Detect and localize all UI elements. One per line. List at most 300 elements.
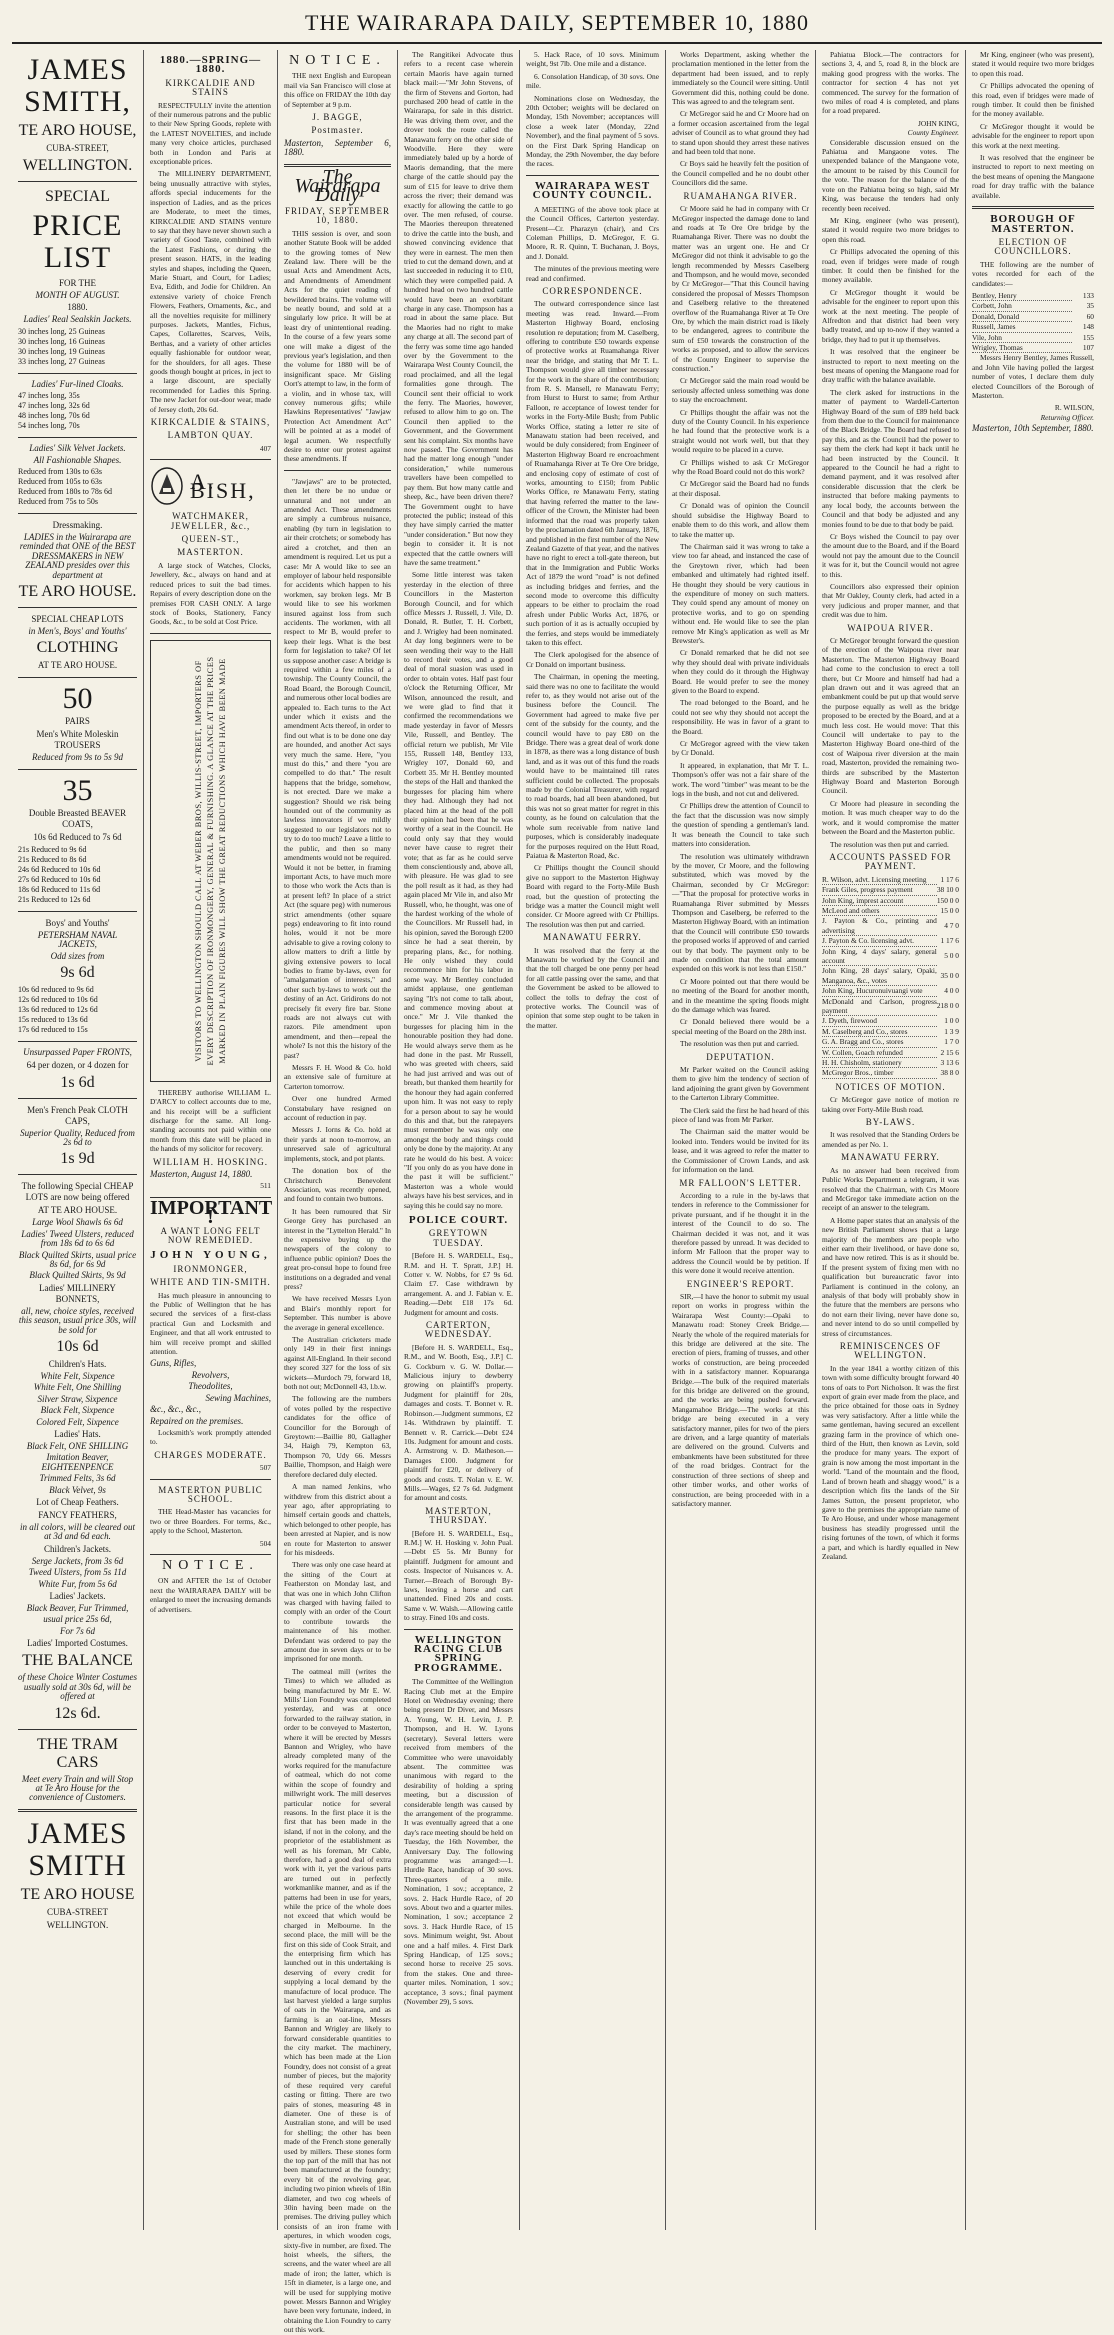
paragraph: A MEETING of the above took place at the Council Offices, Carterton yesterday. Present—Cr. Pharazyn (chair), and Crs Coleman Phillips, D. McGregor, F. G. Moore, R. R. Quinn, T. Buchanan, J. Boys, and J. Donald. — [526, 204, 659, 261]
paragraph: The resolution was then put and carried. — [830, 839, 949, 849]
lambton: LAMBTON QUAY. — [167, 430, 254, 441]
paragraph: 5. Hack Race, of 10 sovs. Minimum weight, 9st 7lb. One mile and a distance. — [526, 50, 659, 69]
price-row: Reduced from 75s to 50s — [18, 497, 98, 507]
ad-number: 507 — [259, 1463, 271, 1473]
price-row: 24s 6d Reduced to 10s 6d — [18, 864, 101, 874]
returning-officer-date: Masterton, 10th September, 1880. — [972, 423, 1094, 434]
price-row: 21s Reduced to 8s 6d — [18, 854, 87, 864]
paragraph: Cr Phillips advocated the opening of this road, even if bridges were made of rough timber. It could then be finished for the money available. — [822, 247, 959, 285]
hosking-sig: WILLIAM H. HOSKING. — [153, 1156, 268, 1167]
jacket-row: usual price 25s 6d, — [43, 1614, 112, 1625]
paragraph: Cr McGregor brought forward the question of the erection of the Waipoua river near Masterton. The Masterton Highway Board had come to the conclusion to erect a toll there, but Cr Moore and himself had had a plan drawn out and it was agreed that an embankment could be put up that would serve the purpose equally as well as the bridge proposed to be erected by the Board, and at a much less cost. He would move: That this Council will undertake to pay to the Masterton Highway Board one-third of the cost of Waipoua river diversion at the main road, Masterton, provided the remaining two-thirds are subscribed by the Masterton Highway Board and Masterton Borough Council. — [822, 635, 959, 796]
young-list-item: &c., &c., &c., — [150, 1404, 201, 1415]
ad-number: 511 — [260, 1181, 271, 1191]
account-name: John King, Hucuronuivuangi vote — [822, 986, 937, 996]
paragraph: Cr Moore pointed out that there would be no meeting of the Board for another month, and in the meantime the spring floods might do the damage which was feared. — [672, 976, 809, 1014]
mail-notice-date: Masterton, September 6, 1880. — [284, 137, 391, 158]
hat-row: Imitation Beaver, EIGHTEENPENCE — [41, 1452, 114, 1472]
account-amount: 1 7 0 — [944, 1037, 959, 1047]
paragraph: 6. Consolation Handicap, of 30 sovs. One mile. — [526, 71, 659, 91]
masthead: THE WAIRARAPA DAILY, SEPTEMBER 10, 1880 — [12, 10, 1102, 44]
dress-note: LADIES in the Wairarapa are reminded that ONE of the BEST DRESSMAKERS in NEW ZEALAND presides over this department at — [19, 532, 136, 580]
jackets-title: Ladies' Real Sealskin Jackets. — [23, 314, 132, 325]
paragraph: There was only one case heard at the sitting of the Court at Featherston on Monday last, and that was one in which John Clifton was charged with having failed to comply with an order of the Court to contribute towards the maintenance of his mother. Defendant was ordered to pay the amount due in seven days or to be imprisoned for one month. — [284, 1560, 391, 1664]
account-row — [822, 1047, 959, 1057]
candidate-name: Russell, James — [972, 322, 1072, 332]
paragraph: Cr Phillips wished to ask Cr McGregor why the Road Board could not do this work? — [672, 457, 809, 477]
fronts-big: 1s 6d — [60, 1073, 95, 1091]
notice-heading: NOTICE. — [162, 1557, 259, 1573]
divider — [150, 1479, 271, 1480]
price-row: 21s Reduced to 12s 6d — [18, 894, 91, 904]
young-list-item: Revolvers, — [191, 1369, 230, 1380]
young-trade-2: WHITE AND TIN-SMITH. — [150, 1277, 271, 1288]
price-row: 33 inches long, 27 Guineas — [18, 356, 105, 366]
paragraph: The Clerk said the first he had heard of this piece of land was from Mr Parker. — [672, 1105, 809, 1125]
bish-text: A large stock of Watches, Clocks, Jewellery, &c., always on hand and at reduced prices to suit the bad times. Repairs of every description done on the premises FOR CASH ONLY. A large stock of Books, Stationery, Fancy Goods, &c., to be sold at Cost Price. — [150, 560, 271, 627]
paragraph: Mr King, engineer (who was present), stated it would require two more bridges to open this road. — [972, 50, 1094, 78]
paragraph: Considerable discussion ensued on the Pahiatua and Mangaone votes. The unexpended balance of the Mangaone vote, the amount to be raised by this Council for the vote. The reason for the balance of the vote on the Pahiatua being so high, said Mr King, was because the tenders had only recently been received. — [822, 137, 959, 213]
young-repaired: Repaired on the premises. — [150, 1415, 244, 1426]
paragraph: It was resolved that the Standing Orders be amended as per No. 1. — [822, 1130, 959, 1149]
divider — [18, 1041, 137, 1042]
divider — [18, 607, 137, 608]
account-amount: 218 0 0 — [936, 1001, 959, 1011]
divider — [18, 513, 137, 514]
bonnets-sub: all, new, choice styles, received this season, usual price 30s, will be sold for — [18, 1305, 137, 1335]
hat-row: Silver Straw, Sixpence — [37, 1393, 118, 1404]
accounts-table — [822, 875, 959, 1079]
fancy-title: FANCY FEATHERS, — [38, 1510, 117, 1521]
weber-bros-text: VISITORS TO WELLINGTON SHOULD CALL AT WEBER BROS, WILLIS-STREET, IMPORTERS OF EVERY DESCRIPTION OF IRONMONGERY, GENERAL & FURNISHING. A GLANCE AT THE PRICES MARKED IN PLAIN FIGURES WILL SHOW THE GREAT REDUCTIONS WHICH HAVE BEEN MADE — [193, 656, 227, 1066]
account-name: John King, 28 days' salary, Opaki, Manganoa, &c., votes — [822, 966, 937, 985]
election-heading: ELECTION OF COUNCILLORS. — [994, 236, 1072, 257]
candidate-votes: 107 — [1082, 342, 1094, 352]
house-name-2: TE ARO HOUSE — [20, 1885, 135, 1903]
account-row — [822, 1037, 959, 1047]
mole-reduced: Reduced from 9s to 5s 9d — [32, 752, 123, 763]
vote-row — [972, 301, 1094, 311]
masterton-heading: MASTERTON, THURSDAY. — [425, 1505, 492, 1526]
divider — [18, 373, 137, 374]
fronts-price: 64 per dozen, or 4 dozen for — [26, 1059, 129, 1070]
paragraph: The road belonged to the Board, and he could not see why they should not accept the responsibility. He was in favor of a grant to the Board. — [672, 698, 809, 736]
deputation-heading: DEPUTATION. — [706, 1051, 775, 1062]
paragraph: [Before H. S. WARDELL, Esq., R.M. and H. T. Spratt, J.P.] H. Cotter v. W. Nobbs, for £7 9s 6d. Claim £7. Case withdrawn by arrangement. A. and J. Fabian v. E. Reading.—Debt £18 17s 6d. Judgment for amount and costs. — [404, 1251, 513, 1317]
price-row: 13s 6d reduced to 12s 6d — [18, 1005, 98, 1015]
ruamahanga-heading: RUAMAHANGA RIVER. — [683, 190, 798, 201]
account-row — [822, 885, 959, 895]
clothing: CLOTHING — [36, 639, 119, 657]
divider — [18, 437, 137, 438]
paragraph: Cr McGregor gave notice of motion re taking over Forty-Mile Bush road. — [822, 1095, 959, 1114]
mail-notice-text: THE next English and European mail via San Francisco will close at this office on FRIDAY the 10th day of September at 9 p.m. — [284, 71, 391, 109]
at-te-aro-2: AT TE ARO HOUSE. — [37, 1205, 118, 1216]
divider — [18, 1174, 137, 1175]
candidate-name: Donald, Donald — [972, 311, 1072, 321]
hosking-text: THEREBY authorise WILLIAM L. D'ARCY to collect accounts due to me, and his receipt will be a sufficient discharge for the same. All long-standing accounts not paid within one month from this date will be placed in the hands of my solicitor for recovery. — [150, 1087, 271, 1154]
cap-sub: Superior Quality, Reduced from 2s 6d to — [20, 1127, 135, 1147]
paragraph: The Clerk apologised for the absence of Cr Donald on important business. — [526, 650, 659, 669]
account-row — [822, 1068, 959, 1078]
account-name: Frank Giles, progress payment — [822, 885, 937, 895]
paragraph: Pahiatua Block.—The contractors for sections 3, 4, and 5, road 8, in the block are making good progress with the works. The contractor for section 4 has not yet commenced. The survey for the formation of two miles of road 4 is completed, and plans for a road prepared. — [822, 50, 959, 116]
accounts-heading: ACCOUNTS PASSED FOR PAYMENT. — [829, 851, 952, 872]
ladies-jackets: Ladies' Jackets. — [49, 1591, 106, 1602]
price-row: 47 inches long, 35s — [18, 391, 80, 401]
paragraph: Cr Moore had pleasure in seconding the motion. It was much cheaper way to do the work, and it would compromise the matter between the Board and the Masterton public. — [822, 798, 959, 837]
price-row: 27s 6d Reduced to 10s 6d — [18, 874, 101, 884]
velvet-title: Ladies' Silk Velvet Jackets. — [29, 443, 126, 454]
paragraph: Cr McGregor said the Board had no funds at their disposal. — [672, 479, 809, 498]
hat-row: White Felt, One Shilling — [33, 1382, 122, 1393]
fronts-title: Unsurpassed Paper FRONTS, — [23, 1047, 132, 1058]
candidate-name: Wrigley, Thomas — [972, 342, 1072, 352]
account-amount: 15 0 0 — [940, 905, 959, 915]
account-name: R. Wilson, advt. Licensing meeting — [822, 875, 937, 885]
account-name: John King, 4 days' salary, general account — [822, 946, 937, 965]
vote-row — [972, 291, 1094, 301]
paragraph: Cr Boys wished the Council to pay over the amount due to the Board, and if the Board would not pay the amount due to the Council it was for it, but the Council would not agree to this. — [822, 531, 959, 579]
county-council-heading: WAIRARAPA WEST COUNTY COUNCIL. — [532, 179, 653, 202]
children-jackets: Children's Jackets. — [43, 1543, 112, 1554]
paragraph: The oatmeal mill (writes the Times) to which we alluded as being manufactured by Mr E. W. Mills' Lion Foundry was completed yesterday, and was at once forwarded to the railway station, in order to be conveyed to Masterton, where it will be erected by Messrs Bannon and Wrigley, who have already completed many of the works required for the manufacture of oatmeal, which do not come within the scope of foundry and millwright work. The mill deserves particular notice for several reasons. In the first place it is the first that has been made in the island, if not in the colony, and the proprietor of the establishment as well as his foreman, Mr Cable, therefore, had a good deal of extra work with it, yet the various parts are turned out in perfectly workmanlike manner, and as if the patterns had been in use for years, while the price of the whole does not exceed that which would be charged in Melbourne. In the second place, the mill will be the first on this side of Cook Strait, and the enterprising firm which has launched out in this undertaking is deserving of every credit for supplying a local demand by the manufacture of local produce. The last harvest yielded a large surplus of oats in the Wairarapa, and as farming is an oat-line, Messrs Bannon and Wrigley are likely to forward considerable quantities to the city market. The machinery, which has been made at the Lion Foundry, does not consist of a great number of pieces, but the majority of these required very careful casting or fitting. There are two pairs of stones, measuring 48 in diameter. One of these is of Australian stone, and will be used for shelling; the other has been made of the French stone generally used by millers. These stones form the top part of the mill that has not been manufactured at the foundry; every bit of the revolving gear, including two pinion wheels of 18in diameter, and two cog wheels of 30in having been made on the premises. The driving pulley which consists of an iron frame with apertures, in which wooden cogs, sixty-five in number, are fixed. The hoist wheels, the sifters, the screens, and the water wheel are all made of iron; the latter, which is 15ft in diameter, is a large one, and will be used for supplying motive power. Messrs Bannon and Wrigley have been very fortunate, indeed, in obtaining the Lion Foundry to carry out this work. — [284, 1666, 391, 2335]
paragraph: Cr Boys said he heavily felt the position of the Council compelled and he no doubt other Councillors did the same. — [672, 159, 809, 188]
column-7-council — [816, 50, 966, 2230]
house-name: TE ARO HOUSE, — [18, 122, 137, 139]
column-6-council — [666, 50, 816, 2230]
price-row: 18s 6d Reduced to 11s 6d — [18, 884, 101, 894]
account-row — [822, 875, 959, 885]
school-title: MASTERTON PUBLIC SCHOOL. — [158, 1484, 263, 1504]
price-row: 21s Reduced to 9s 6d — [18, 844, 87, 854]
charges: CHARGES MODERATE. — [154, 1449, 267, 1460]
masterton: MASTERTON. — [177, 547, 244, 558]
account-name: J. Dyeth, firewood — [822, 1016, 937, 1026]
kirk-text: RESPECTFULLY invite the attention of their numerous patrons and the public to their New Spring Goods, replete with the LATEST NOVELTIES, and include many very choice articles, purchased both in London and Paris at exceptionable prices. — [150, 100, 271, 167]
account-amount: 1 3 9 — [944, 1026, 959, 1036]
account-row — [822, 986, 959, 996]
price-row: 47 inches long, 32s 6d — [18, 401, 90, 411]
paragraph: The Chairman, in opening the meeting, said there was no one to facilitate the would refer to, as they would not arise out of the business before the Council. The Government had agreed to make five per cent of the subsidy for the county, and the council would have to pay £80 on the Bridge. There was a great deal of work done in 1878, as there was a long distance of bush land, and as it was out of this fund the roads would have to be maintained till rates sufficient could be collected. The proposals made by the Colonial Treasurer, with regard to road boards, had all been abandoned, but this was not so great matter for regret in this county, as he found on calculation that the whole sum receivable from native land purposes, which is considerably inadequate for the purposes required on the Hutt Road, Paiatua & Masterton Road, &c. — [526, 672, 659, 860]
account-name: McLeod and others — [822, 905, 937, 915]
mail-notice-heading: NOTICE. — [289, 53, 386, 68]
paragraph: Over one hundred Armed Constabulary have resigned on account of reduction in pay. — [284, 1094, 391, 1123]
paragraph: Mr Parker waited on the Council asking them to give him the tendency of section of land adjoining the grant given by Government to the Carterton Library Committee. — [672, 1065, 809, 1103]
account-row — [822, 946, 959, 966]
hat-row: Trimmed Felts, 3s 6d — [39, 1473, 116, 1484]
account-amount: 1 0 0 — [944, 1016, 959, 1026]
account-amount: 1 17 6 — [940, 936, 959, 946]
paragraph: It has been rumoured that Sir George Grey has purchased an interest in the "Lyttelton Herald." In the expensive buying up the newspapers of the colony to influence public opinion? Does the great pro-consul hope to found free institutions on a degraded and venal press? — [284, 1206, 391, 1291]
paragraph: Nominations close on Wednesday, the 20th October; weights will be declared on Monday, 15th November; acceptances will close a week later (Monday, 22nd November), and the final payment of 5 sovs. on the First Dark Spring Handicap on Monday, the 29th November, the day before the races. — [526, 93, 659, 169]
account-name: J. Payton & Co. licensing advt. — [822, 936, 937, 946]
account-row — [822, 916, 959, 936]
mole-title: Men's White Moleskin TROUSERS — [36, 729, 119, 751]
paragraph: Cr McGregor thought it would be advisable for the engineer to report upon this work at the next meeting. The people of Alfredton and that district had been very badly treated, and up to-now if they wanted a bridge, they had to put it up themselves. — [822, 287, 959, 344]
election-intro: THE following are the number of votes recorded for each of the candidates:— — [972, 259, 1094, 288]
cap-big: 1s 9d — [60, 1150, 95, 1168]
column-3-editorial — [278, 50, 398, 2335]
price-50: 50 — [62, 682, 93, 716]
firm-name: JAMES SMITH, — [24, 53, 131, 118]
jacket-row: Serge Jackets, from 3s 6d — [31, 1555, 124, 1566]
beaver-from: 10s 6d Reduced to 7s 6d — [33, 831, 122, 842]
bonnets-big: 10s 6d — [56, 1337, 99, 1355]
ladies-hats-title: Ladies' Hats. — [54, 1429, 101, 1439]
engineer-sig: JOHN KING, — [917, 118, 959, 128]
price-row: 10s 6d reduced to 9s 6d — [18, 985, 94, 995]
account-name: H. H. Chisholm, stationery — [822, 1058, 937, 1068]
town: WELLINGTON. — [22, 157, 133, 174]
divider — [18, 181, 137, 182]
engineer-title: County Engineer. — [907, 128, 959, 138]
account-amount: 2 15 6 — [940, 1047, 959, 1057]
young-text: Has much pleasure in announcing to the Public of Wellington that he has secured the services of a first-class practical Gun and Locksmith and Engineer, and that all work entrusted to him will receive prompt and skilled attention. — [150, 1290, 271, 1357]
paragraph: Cr Donald was of opinion the Council should subsidise the Highway Board to enable them to do this work, and allow them to take the matter up. — [672, 501, 809, 539]
jacket-row: White Fur, from 5s 6d — [38, 1578, 117, 1589]
paragraph: Cr Phillips drew the attention of Council to the fact that the discussion was now simply the question of spending a gentleman's land. It was beneath the Council to take such matters into consideration. — [672, 801, 809, 849]
paragraph: [Before H. S. WARDELL, Esq., R.M., and W. Booth, Esq., J.P.] C. G. Cockburn v. G. W. Dollar.—Malicious injury to dewberry growing on plaintiff's property. Judgment for plaintiff for 20s, damages and costs. T. Bonnet v. R. Robinson.—Judgment summons, £2 14s. Withdrawn by plaintiff. T. Bennett v. R. Carrick.—Debt £24 10s. Judgment for amount and costs. A. Armstrong v. D. Matheson.—Damages £100. Judgment for plaintiff for £20, or delivery of goods and costs. T. Nolan v. E. W. Mills.—Wages, £2 7s 6d. Judgment for amount and costs. — [404, 1342, 513, 1503]
kirk-footer: KIRKCALDIE & STAINS, — [150, 417, 271, 428]
price-list: PRICE LIST — [32, 209, 123, 274]
young-list-item: Guns, Rifles, — [150, 1358, 197, 1369]
price-row: Reduced from 105s to 63s — [18, 477, 102, 487]
candidate-votes: 148 — [1082, 322, 1094, 332]
hat-row: Black Velvet, 9s — [49, 1484, 106, 1495]
paragraph: The following are the numbers of votes polled by the respective candidates for the office of Councillor for the Borough of Greytown:—Baillie 80, Gallagher 34, Haigh 79, Kempton 63, Thompson 70, Udy 66. Messrs Baillie, Thompson, and Haigh were therefore declared duly elected. — [284, 1394, 391, 1479]
shawls: Large Wool Shawls 6s 6d — [32, 1217, 123, 1228]
reminiscences-heading: REMINISCENCES OF WELLINGTON. — [839, 1341, 942, 1361]
ad-number: 504 — [259, 1538, 271, 1548]
manawatu-ferry-heading: MANAWATU FERRY. — [543, 932, 642, 943]
vote-row — [972, 332, 1094, 342]
bish-name: A. BISH, — [190, 468, 256, 504]
ad-number: 407 — [259, 443, 271, 453]
divider — [284, 470, 391, 471]
bish-trade: WATCHMAKER, JEWELLER, &c., — [170, 511, 251, 531]
paragraph: "Jawjaws" are to be protected, then let there be no undue or unnatural and not under an amended Act. These amendments are simply a cumbrous nuisance, enabling (by turn in legislation to air their crotchets; or somebody has aired a crotchet, and then an amendment is required. Let us put a case: Mr A would like to see an employer of labour held responsible for accidents which happen to his workmen, say broken legs. Mr B would like to see his workmen insured against loss from such accidents. The workmen, with all respect to Mr B, would prefer to keep their legs. What is the best form for legislation to take? Of let us suppose another case: A bridge is required within a few miles of a township. The County Council, the Road Board, the Borough Council, and numerous other local bodies are appealed to. Each turns to the Act under which it exists and the amendment Acts thereof, in order to find out what is to be done one day are hounded, and another Act says very much the same. Here, "you must do this," and there "you are compelled to do that." The result happens that the bridge, somehow, is not erected. Dare we make a suggestion? Should we risk being hounded out of the community as lawless innovators if we mildly suggested to our legislators not to try to do too much? Leave a little to the public, and then so many amendments would not be required. Would it not be better, in framing important Acts, to have much more to those who work the Acts than is at present left? In place of a strict Act (the square peg) with numerous strict amendments (other square pegs) endeavoring to fit into round holes, would it not be more advisable to give a roving colony to allow matters to drift a little by giving extensive powers to local bodies to frame by-laws, even for "amalgamation of interests," and other such by-laws to work out the destiny of an Act. Gridirons do not precisely fit every fire bar. Stone roads are not always cut with razors. Pile amendment upon amendment, and then—repeal the whole? Is not this the history of the past? — [284, 476, 391, 1060]
fashion-title: All Fashionable Shapes. — [33, 454, 122, 465]
young-foot: Locksmith's work promptly attended to. — [150, 1427, 271, 1447]
paragraph: Cr McGregor thought it would be advisable for the engineer to report upon this work at the next meeting. — [972, 121, 1094, 150]
hat-row: Black Felt, ONE SHILLING — [26, 1441, 129, 1451]
divider — [526, 175, 659, 176]
price-row: 15s reduced to 13s 6d — [18, 1015, 88, 1025]
candidate-votes: 155 — [1082, 332, 1094, 342]
account-row — [822, 1026, 959, 1036]
account-name: J. Payton & Co., printing and advertising — [822, 916, 937, 935]
fur-title: Ladies' Fur-lined Cloaks. — [31, 378, 124, 389]
month: MONTH OF AUGUST. — [35, 290, 120, 300]
paragraph: Cr Phillips thought the Council should give no support to the Masterton Highway Board with regard to the Forty-Mile Bush road, but the question of protecting the bridge was a matter the Council might well consider. Cr Moore agreed with Cr Phillips. The resolution was then put and carried. — [526, 863, 659, 929]
mail-notice-sig: J. BAGGE, — [312, 112, 363, 123]
pea-from: 9s 6d — [60, 964, 95, 982]
paragraph: The Australian cricketers made only 149 in their first innings against All-England. In their second they scored 327 for the loss of six wickets—Murdoch 79, forward 18, both not out; McDonnell 43, l.b.w. — [284, 1335, 391, 1392]
divider — [18, 1809, 137, 1812]
police-court-heading: POLICE COURT. — [408, 1213, 509, 1226]
column-2-adverts — [144, 50, 278, 2230]
bonnets-title: Ladies' MILLINERY BONNETS, — [39, 1282, 116, 1304]
paragraph: The clerk asked for instructions in the matter of payment to Wardell-Carterton Highway Board of the sum of £89 held back from them due to the Council for maintenance of the Black Bridge. The Board had refused to pay this, and as the Council had the power to say them the clerk had kept it back until he had been instructed by the Council. It appeared to the Council he had a right to demand payment, and it was resolved after considerable discussion that the clerk be instructed that before making payments to any local body, the accounts between the Council and that body be adjusted and any monies found to be due to that body be paid. — [822, 387, 959, 529]
account-row — [822, 966, 959, 986]
account-amount: 4 7 0 — [944, 921, 959, 931]
children-hats-title: Children's Hats. — [48, 1358, 107, 1369]
balance-big: 12s 6d. — [54, 1704, 101, 1722]
paragraph: The Committee of the Wellington Racing Club met at the Empire Hotel on Wednesday evening; there being present Dr Diver, and Messrs A. Young, W. H. Levin, J. P. Thompson, and H. W. Lyons (secretary). Several letters were received from members of the Committee who were unavoidably absent. The committee was unanimous with regard to the desirability of holding a spring meeting, but a discussion of considerable length was caused by the arrangement of the programme. It was eventually agreed that a one day's race meeting should be held on Tuesday, the 16th November, the Anniversary Day. The following programme was arranged:—1. Hurdle Race, handicap of 30 sovs. Three-quarters of a mile. Nomination, 1 sov.; acceptance, 2 sovs. 2. Hack Hurdle Race, of 20 sovs. About two and a quarter miles. Nomination, 1 sov.; acceptance 2 sovs. 3. Hack Hurdle Race, of 15 sovs. Minimum weight, 9st. About one and a half miles. 4. First Dark Spring Handicap, of 125 sovs.; second horse to receive 25 sovs. from the stakes. One and three-quarter miles. Nomination, 1 sov.; acceptance, 3 sovs.; final payment (November 29), 5 sovs. — [404, 1677, 513, 2007]
costumes: Ladies' Imported Costumes. — [27, 1638, 128, 1649]
dressmaking: Dressmaking. — [52, 520, 103, 531]
candidate-name: Corbett, John — [972, 301, 1072, 311]
fancy-sub: in all colors, will be cleared out at 3d and 6d each. — [20, 1522, 135, 1542]
mens-clothing-pre: in Men's, Boys' and Youths' — [28, 626, 127, 637]
price-35: 35 — [62, 773, 93, 807]
queen-st: QUEEN-ST., — [181, 534, 240, 545]
candidate-name: Bentley, Henry — [972, 291, 1072, 301]
crest-icon — [150, 466, 184, 506]
divider — [18, 677, 137, 678]
column-1-te-aro-advert — [12, 50, 144, 2230]
feathers-title: Lot of Cheap Feathers. — [36, 1497, 119, 1508]
important-sub: A WANT LONG FELT NOW REMEDIED. — [160, 1225, 261, 1245]
price-row: 54 inches long, 70s — [18, 421, 80, 431]
season-heading: 1880.—SPRING—1880. — [159, 54, 262, 76]
paragraph: The Chairman said it was wrong to take a view too far ahead, and instanced the case of the Greytown river, which had been embanked and ultimately had righted itself. He thought they should be very cautious in the expenditure of money on such matters. They could spend any amount of money on protective works, and to go on spending without end. He would like to see the plan remove Mr King's application as well as Mr Brewster's. — [672, 541, 809, 645]
paragraph: It was resolved that the ferry at the Manawatu be worked by the Council and that the toll charged be one penny per head for all cattle passing over the same, and that the Government be asked to be allowed to collect the tolls to defray the cost of protective works. The Council was of opinion that some step ought to be taken in the matter. — [526, 945, 659, 1030]
dateline: FRIDAY, SEPTEMBER 10, 1880. — [284, 205, 391, 226]
account-amount: 38 8 0 — [940, 1068, 959, 1078]
paragraph: Messrs J. Iorns & Co. hold at their yards at noon to-morrow, an unreserved sale of agricultural implements, stock, and pot plants. — [284, 1125, 391, 1163]
hat-row: Black Felt, Sixpence — [40, 1405, 115, 1416]
paragraph: The Chairman said the matter would be looked into. Tenders would be invited for its lease, and it was agreed to refer the matter to the Commissioner of Crown Lands, and ask for information on the land. — [672, 1127, 809, 1175]
votes-table — [972, 291, 1094, 353]
column-5-council — [520, 50, 666, 2230]
paragraph: As no answer had been received from Public Works Department a telegram, it was resolved that the Chairman, with Crs Moore and McGregor take immediate action on the receipt of an answer to the telegram. — [822, 1165, 959, 1213]
engineer-heading: ENGINEER'S REPORT. — [686, 1278, 795, 1289]
black-quilted-2: Black Quilted Skirts, 9s 9d — [29, 1270, 126, 1281]
vote-row — [972, 311, 1094, 321]
racing-heading: WELLINGTON RACING CLUB SPRING PROGRAMME. — [414, 1633, 503, 1674]
hosking-date: Masterton, August 14, 1880. — [150, 1168, 253, 1179]
boys-title: Boys' and Youths' — [45, 917, 110, 928]
returning-officer-title: Returning Officer. — [1040, 412, 1094, 422]
paragraph: Cr McGregor said he and Cr Moore had on a former occasion ascertained from the legal adviser of Council as to what ground they had to stand upon should they arrest these natives and had been told that none. — [672, 109, 809, 157]
price-row: 48 inches long, 70s 6d — [18, 411, 90, 421]
paragraph: Cr Phillips advocated the opening of this road, even if bridges were made of rough timber. It could then be finished for the money available. — [972, 81, 1094, 119]
pea-title: PETERSHAM NAVAL JACKETS, — [37, 929, 118, 950]
paragraph: In the year 1841 a worthy citizen of this town with some difficulty brought forward 40 tons of oats to Port Nicholson. It was the first export of grain ever made from the place, and the price obtained for those oats in Sydney was very satisfactory. After a little while the same gentleman, having secured an excellent grazing farm in the province of which one-third of the Hutt, then known as Levin, sold the produce for many years. The export of grain is now among the most important in the world. "Land of the mountain and the flood, Land of brown heath and shaggy wood," is a description which fits the lands of the Sir James Sutton, the present proprietor, who gave to the premises the appropriate name of Te Aro House, and under whose management business has steadily progressed until the rising fortunes of the town, of which it forms a part, and which is hardly equalled in New Zealand. — [822, 1363, 959, 1561]
account-name: M. Caselberg and Co., stores — [822, 1026, 937, 1036]
tram-sub: Meet every Train and will Stop at Te Aro House for the convenience of Customers. — [21, 1773, 134, 1803]
notice-text: ON and AFTER the 1st of October next the WAIRARAPA DAILY will be enlarged to meet the increasing demands of advertisers. — [150, 1576, 271, 1614]
divider — [150, 1554, 271, 1555]
paragraph: The donation box of the Christchurch Benevolent Association, was recently opened, and found to contain two buttons. — [284, 1166, 391, 1204]
paragraph: A Home paper states that an analysis of the new British Parliament shows that a large majority of the members are people who either earn their livelihood, or have done so, and have now retired. This is as it should be. If the present system of fixing men with no qualification but bureaucratic favor into Parliament is continued in the colony, an analysis of that body will probably show in the future that the members are persons who do not earn their living, never have done so, and never intend to do so until compelled by stress of circumstances. — [822, 1215, 959, 1338]
special-cheap: The following Special CHEAP LOTS are now being offered — [21, 1181, 134, 1203]
vote-row — [972, 342, 1094, 352]
column-4-news — [398, 50, 520, 2230]
vote-row — [972, 322, 1094, 332]
account-row — [822, 905, 959, 915]
carterton-heading: CARTERTON, WEDNESDAY. — [424, 1320, 493, 1340]
street: CUBA-STREET, — [46, 143, 109, 153]
black-quilted: Black Quilted Skirts, usual price 8s 6d, for 6s 9d — [18, 1249, 137, 1269]
at-te-aro: AT TE ARO HOUSE. — [37, 660, 118, 671]
price-row: 17s 6d reduced to 15s — [18, 1025, 88, 1035]
for-the: FOR THE — [58, 278, 97, 288]
notices-heading: NOTICES OF MOTION. — [835, 1081, 946, 1092]
paragraph: Messrs F. H. Wood & Co. hold an extensive sale of furniture at Carterton tomorrow. — [284, 1063, 391, 1091]
candidate-votes: 133 — [1082, 291, 1094, 301]
paragraph: The outward correspondence since last meeting was read. Inward.—From Masterton Highway Board, enclosing resolution re deputation; from M. Caselberg, offering to contribute £50 towards expense of protective works at Ruamahanga River near the bridge, and stating that Mr T. L. Thompson would give all timber necessary for the work in the share of the contribution; from R. S. Mansell, re Manawatu Ferry; from Hurst to Hurst to same; from Arthur Falloon, re acceptance of lowest tender for works in the Forty-Mile Bush; from Public Works Office, stating a letter re site of Manawatu station had been received, and would be duly considered; from Engineer of Masterton Highway Board re encroachment of Ruamahanga River at Te Ore Ore bridge, and enclosing copy of estimate of cost of works, amounting to £150; from Public Works Office, re Manawatu Ferry, stating that having referred the matter to the law-officer of the Crown, the Minister had been informed that the road was properly taken by the proclamation dated 6th January, 1876, and published in the first number of the New Zealand Gazette of that year, and the natives have no right to erect a toll-gate thereon, but that in the Immigration and Public Works Act of 1879 the word "road" is not defined as including bridges and ferries, and the second mode to overcome this difficulty appears to be either to proclaim the road afresh under Public Works Act, 1876, or such portion of it as is actually occupied by the ferries, and steps would be immediately taken to this effect. — [526, 299, 659, 647]
account-amount: 1 17 6 — [940, 874, 959, 884]
paragraph: The Rangitikei Advocate thus refers to a recent case wherein certain Maoris have again turned black mail:—"Mr John Stevens, of the firm of Stevens and Gorton, had purchased 200 head of cattle in the Wairarapa, for sale in this district. He was driving them over, and the drover took the route called the Manawatu ferry on the other side of Woodville. Here they were immediately baled up by a horde of Maoris demanding, that the mere charge of the cattle should pay the sum of £15 for leave to drive them across the river; their demand was exactly for allowing the cattle to go over. The men refused, of course. The Maories thereupon threatened to drive the cattle into the bush, and showed convincing evidence that they were in earnest. The men then tried to cut the demand down, and at last succeeded in reducing it to £10, which they were compelled paid. A hundred head on two hundred cattle would have been an exorbitant charge in any case. Thompson has a road in about the same place. But the Maories had no right to make any charge at all. The second part of the ferry was some time ago handed over by the Government to the Wairarapa West County Council, the road proclaimed, and all the legal formalities gone through. The Council sent their official to work the ferry. The Maories, however, refused to allow him to go on. The Council then applied to the Government, and the Government sent his complaint. Six months have now passed. The Government has had the matter long enough "under consideration," while numerous travellers have been compelled to pay them. But how many cattle and sheep, &c., have been driven there? The Government ought to have protected the public; instead of this they have simply carried the matter "under consideration." But now they begin to consider it. It is not expected that the cattle owners will have the same treatment." — [404, 50, 513, 567]
young-list-item: Theodolites, — [188, 1381, 233, 1392]
paragraph: Cr McGregor agreed with the view taken by Cr Donald. — [672, 739, 809, 758]
divider — [18, 1098, 137, 1099]
manawatu-ferry-2-heading: MANAWATU FERRY. — [841, 1152, 940, 1163]
bylaws-heading: BY-LAWS. — [865, 1117, 916, 1128]
borough-heading: BOROUGH OF MASTERTON. — [990, 213, 1076, 235]
account-amount: 3 13 6 — [940, 1058, 959, 1068]
paragraph: Mr King, engineer (who was present), stated it would require two more bridges to open this road. — [822, 215, 959, 244]
account-name: McDonald and Carlson, progress payment — [822, 996, 937, 1015]
account-row — [822, 936, 959, 946]
account-name: W. Collen, Goach refunded — [822, 1047, 937, 1057]
paragraph: According to a rule in the by-laws that tenders in reference to the Commissioner for private pursuant, and if he thought it in the interest of the Council to do so. The Chairman decided it was not, and it was therefore passed by unread. It was decided to inform Mr Falloon that the proper way to address the Council would be by petition. If this were done it would receive attention. — [672, 1190, 809, 1276]
weber-bros-vertical-ad — [150, 640, 271, 1082]
important-heading: IMPORTANT ! — [150, 1196, 273, 1229]
account-name: John King, imprest account — [822, 895, 937, 905]
waipoua-heading: WAIPOUA RIVER. — [847, 622, 934, 633]
divider — [18, 911, 137, 912]
beaver-title: Double Breasted BEAVER COATS, — [28, 807, 127, 829]
account-row — [822, 996, 959, 1016]
account-name: G. A. Bragg and Co., stores — [822, 1037, 937, 1047]
price-row: 30 inches long, 16 Guineas — [18, 336, 105, 346]
account-amount: 38 10 0 — [936, 885, 959, 895]
tram: THE TRAM CARS — [36, 1735, 119, 1771]
account-row — [822, 1058, 959, 1068]
correspondence-heading: CORRESPONDENCE. — [542, 285, 643, 296]
special: SPECIAL — [45, 188, 110, 205]
paragraph: The resolution was ultimately withdrawn by the mover, Cr Moore, and the following substituted, which was moved by the Chairman, seconded by Cr McGregor:—"That the proposal for protective works in Ruamahanga River submitted by Messrs Thompson and Caselberg, be referred to the Masterton Highway Board, with an intimation that the Council will contribute £50 towards the proposed works if approved of and carried out by that body. The payment only to be made on condition that the total amount expended on this work is not less than £150." — [672, 851, 809, 974]
paragraph: SIR,—I have the honor to submit my usual report on works in progress within the Wairarapa West County:—Opaki to Manawatu road: Stoney Creek Bridge.—Nearly the whole of the required materials for this bridge are delivered at the site. The erection of piers, framing of trusses, and other works of construction, are being proceeded with in a satisfactory manner. Kopuaranga Bridge.—The bulk of the required materials for this bridge are delivered on the ground, and the works are being pushed forward. Mangamahoe Bridge.—The works at this bridge are being executed in a very satisfactory manner, piles for two of the piers are driven, and a large quantity of materials are delivered on the ground. Culverts and embankments have been substituted for three of the road bridges. Contract for the construction of three sections of sheep and other timber works, and other works of construction, are being proceeded with in a satisfactory manner. — [672, 1291, 809, 1508]
cheap-lots: SPECIAL CHEAP LOTS — [31, 614, 124, 625]
column-8 — [966, 50, 1100, 2230]
bish-logo — [150, 466, 271, 506]
divider — [18, 769, 137, 770]
paragraph: Cr Donald believed there would be a special meeting of the Board on the 28th inst. — [672, 1017, 809, 1036]
candidate-name: Vile, John — [972, 332, 1072, 342]
account-name: McGregor Bros., timber — [822, 1068, 937, 1078]
paragraph: Works Department, asking whether the proclamation mentioned in the letter from the department had been issued, and to reply immediately so the Council were sitting. Until Government did this, nothing could be done. This was agreed to and the telegram sent. — [672, 50, 809, 107]
paragraph: It was resolved that the engineer be instructed to report to next meeting on the best means of opening the Mangaone road for dray traffic with the balance available. — [972, 153, 1094, 200]
account-amount: 5 0 0 — [944, 951, 959, 961]
hat-row: Colored Felt, Sixpence — [36, 1416, 119, 1427]
pea-sub: Odd sizes from — [50, 950, 105, 961]
te-aro: TE ARO HOUSE. — [18, 583, 137, 601]
account-row — [822, 895, 959, 905]
jacket-row: Tweed Ulsters, from 5s 11d — [28, 1567, 127, 1578]
jacket-row: Black Beaver, Fur Trimmed, — [26, 1603, 129, 1614]
greytown-heading: GREYTOWN TUESDAY. — [428, 1228, 489, 1248]
divider — [972, 206, 1094, 209]
account-amount: 4 0 0 — [944, 986, 959, 996]
paragraph: Cr Moore said he had in company with Cr McGregor inspected the damage done to land and roads at Te Ore Ore bridge by the Ruamahanga River. There was no doubt the matter was an urgent one. He and Cr McGregor did not think it advisable to go the length recommended by Messrs Caselberg and Thompson, and he would move, seconded by Cr McGregor—"That this Council having considered the proposal of Messrs Thompson and Caselberg relative to the threatened overflow of the Ruamahanga River at Te Ore Ore, by which the main district road is likely to be endangered, agrees to contribute the sum of £50 towards the construction of the works as proposed, and to allow the services of the County Engineer to supervise the construction." — [672, 204, 809, 373]
paragraph: Some little interest was taken yesterday in the election of three Councillors in the Masterton Borough Council, and for which office Messrs J. Russell, J. Vile, D. Donald, R. Butler, T. H. Corbett, and J. Wrigley had been nominated. At day long beginners were to be seen wending their way to the Hall to record their votes, and a good deal of moral suasion was used in order to obtain votes. Half past four o'clock the Returning Officer, Mr Wilson, announced the result, and we were glad to find that it confirmed the recommendations we made yesterday in favor of Messrs Vile, Russell, and Bentley. The official return we publish, Mr Vile 155, Russell 148, Bentley 133, Wrigley 107, Donald 60, and Corbett 35. Mr H. Bentley mounted the steps of the Hall and thanked the burgesses for placing him where they had. Although they had not placed him at the head of the poll their opinion had been that he was worthy of a seat in the Council. He could only say that they would never have cause to regret their vote; that as far as he could serve them conscientiously and, above all, with pleasure. He was glad to see the poll result as it had, as they had again placed Mr Vile in, and also Mr Russell, who, he thought, was one of the hardest working of the whole of the Councillors. Mr Russell had, in his opinion, saved the Borough £200 since he had a seat therein, by preparing plans, &c., for nothing. He only wished they could recommence him for his labor in some way. Mr Bentley concluded amidst applause, one gentleman saying "It's not come to talk about, and commence moving about at once." Mr J. Vile thanked the burgesses for placing him in the honourable position they had done. He would always serve them as he had done in the past. Mr Russell, who was greeted with cheers, said he had just arrived and was out of breath, but thanked them heartily for the honour they had again conferred upon him. It was not easy to reply for a person about to say he would do this and that, but the ratepayers must remember he was only one amongst the body and things could only be done by the majority. At any rate he would do his best. A voice: "If you only do as you have done in the past it will be sufficient." Masterton was a whole would always have his best services, and in saying this he could say no more. — [404, 570, 514, 1210]
divider — [150, 459, 271, 460]
